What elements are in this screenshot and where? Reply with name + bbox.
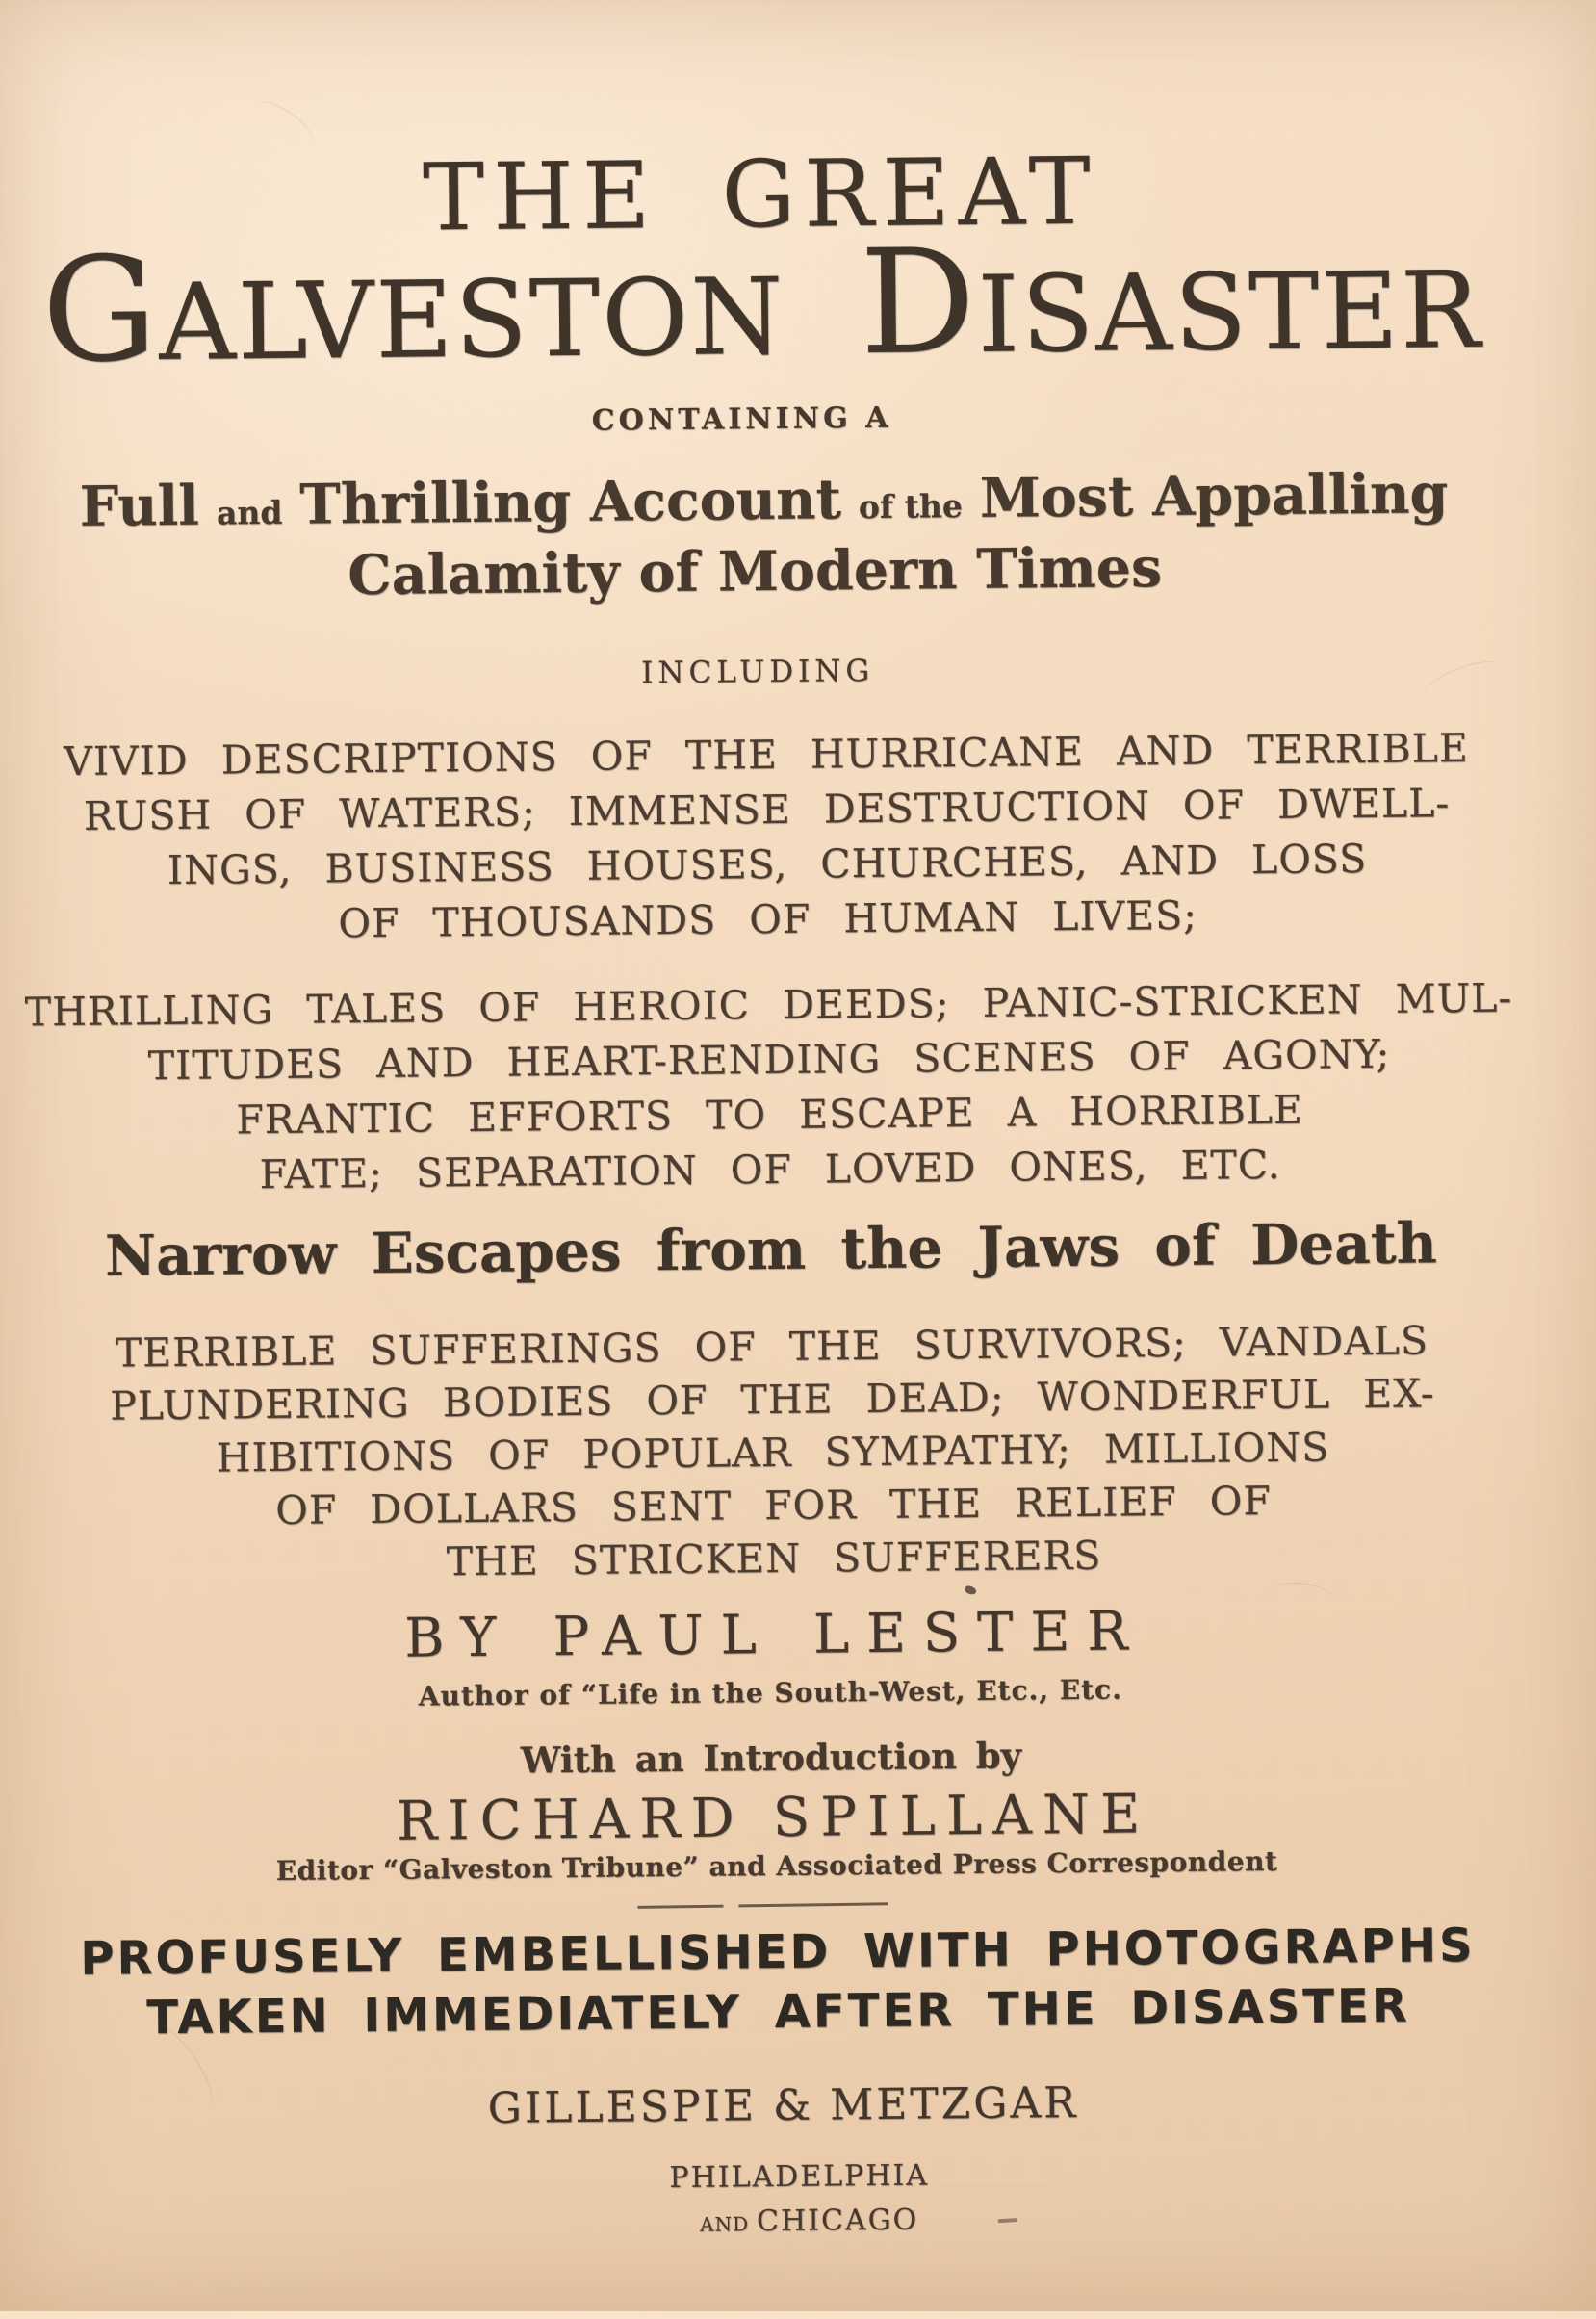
description-paragraph-2 — [24, 971, 1514, 1205]
subtitle-seg-and: and — [216, 493, 283, 532]
containing-label: CONTAINING A — [591, 400, 892, 438]
subtitle-line1 — [70, 461, 1456, 539]
publisher-city-chicago — [700, 2203, 918, 2239]
ink-speck — [964, 1585, 977, 1595]
paper-fiber — [1274, 1579, 1334, 1610]
paragraph2-line2: TITUDES AND HEART-RENDING SCENES OF AGONY; — [147, 1030, 1391, 1090]
publisher-city-philadelphia: PHILADELPHIA — [669, 2158, 930, 2196]
embellishment-line1: PROFUSELY EMBELLISHED WITH PHOTOGRAPHS — [80, 1919, 1476, 1986]
introduction-label: With an Introduction by — [520, 1734, 1022, 1782]
including-label: INCLUDING — [640, 653, 875, 691]
paper-fiber — [248, 93, 319, 153]
paragraph1-line1: VIVID DESCRIPTIONS OF THE HURRICANE AND TERRIBLE — [63, 725, 1470, 786]
publisher-city-and-label: AND — [699, 2212, 750, 2236]
paragraph2-line1: THRILLING TALES OF HEROIC DEEDS; PANIC-STRICKEN MUL- — [24, 974, 1513, 1036]
title-line1: THE GREAT — [422, 137, 1100, 252]
paragraph1-line4: OF THOUSANDS OF HUMAN LIVES; — [338, 891, 1198, 947]
description-paragraph-1 — [64, 721, 1471, 954]
title-word-galveston: GALVESTON — [40, 226, 786, 396]
author-note: Author of “Life in the South-West, Etc., Etc. — [418, 1673, 1123, 1713]
subtitle-seg-of-the: of the — [858, 487, 964, 527]
ink-speck — [998, 2218, 1017, 2223]
paragraph3-line5: THE STRICKEN SUFFERERS — [446, 1532, 1102, 1585]
title-line2 — [40, 218, 1483, 396]
editor-note: Editor “Galveston Tribune” and Associated Press Correspondent — [275, 1844, 1278, 1887]
subtitle-seg-thrilling-account: Thrilling Account — [299, 467, 842, 537]
embellishment-line2: TAKEN IMMEDIATELY AFTER THE DISASTER — [146, 1978, 1411, 2046]
paper-fiber — [1418, 653, 1509, 711]
author-byline: BY PAUL LESTER — [403, 1600, 1146, 1670]
paragraph3-line1: TERRIBLE SUFFERINGS OF THE SURVIVORS; VANDALS — [115, 1317, 1429, 1377]
paragraph3-line3: HIBITIONS OF POPULAR SYMPATHY; MILLIONS — [216, 1424, 1330, 1482]
subtitle-seg-full: Full — [79, 473, 200, 539]
title-word-disaster: DISASTER — [859, 218, 1483, 388]
narrow-escapes-heading: Narrow Escapes from the Jaws of Death — [104, 1210, 1438, 1289]
divider-rule — [637, 1902, 888, 1909]
paragraph1-line2: RUSH OF WATERS; IMMENSE DESTRUCTION OF DWELL- — [83, 780, 1451, 839]
publisher-name: GILLESPIE & METZGAR — [487, 2077, 1079, 2133]
introduction-author-name: RICHARD SPILLANE — [396, 1783, 1151, 1853]
paragraph3-line2: PLUNDERING BODIES OF THE DEAD; WONDERFUL EX- — [109, 1370, 1435, 1430]
subtitle-line2: Calamity of Modern Times — [347, 535, 1163, 608]
paragraph2-line3: FRANTIC EFFORTS TO ESCAPE A HORRIBLE — [236, 1086, 1304, 1144]
description-paragraph-3 — [109, 1314, 1436, 1591]
subtitle-seg-most-appalling: Most Appalling — [979, 461, 1449, 530]
paragraph2-line4: FATE; SEPARATION OF LOVED ONES, ETC. — [259, 1141, 1281, 1198]
paragraph3-line4: OF DOLLARS SENT FOR THE RELIEF OF — [274, 1478, 1273, 1533]
paragraph1-line3: INGS, BUSINESS HOUSES, CHURCHES, AND LOSS — [167, 836, 1368, 893]
publisher-city-chicago-label: CHICAGO — [756, 2203, 919, 2239]
